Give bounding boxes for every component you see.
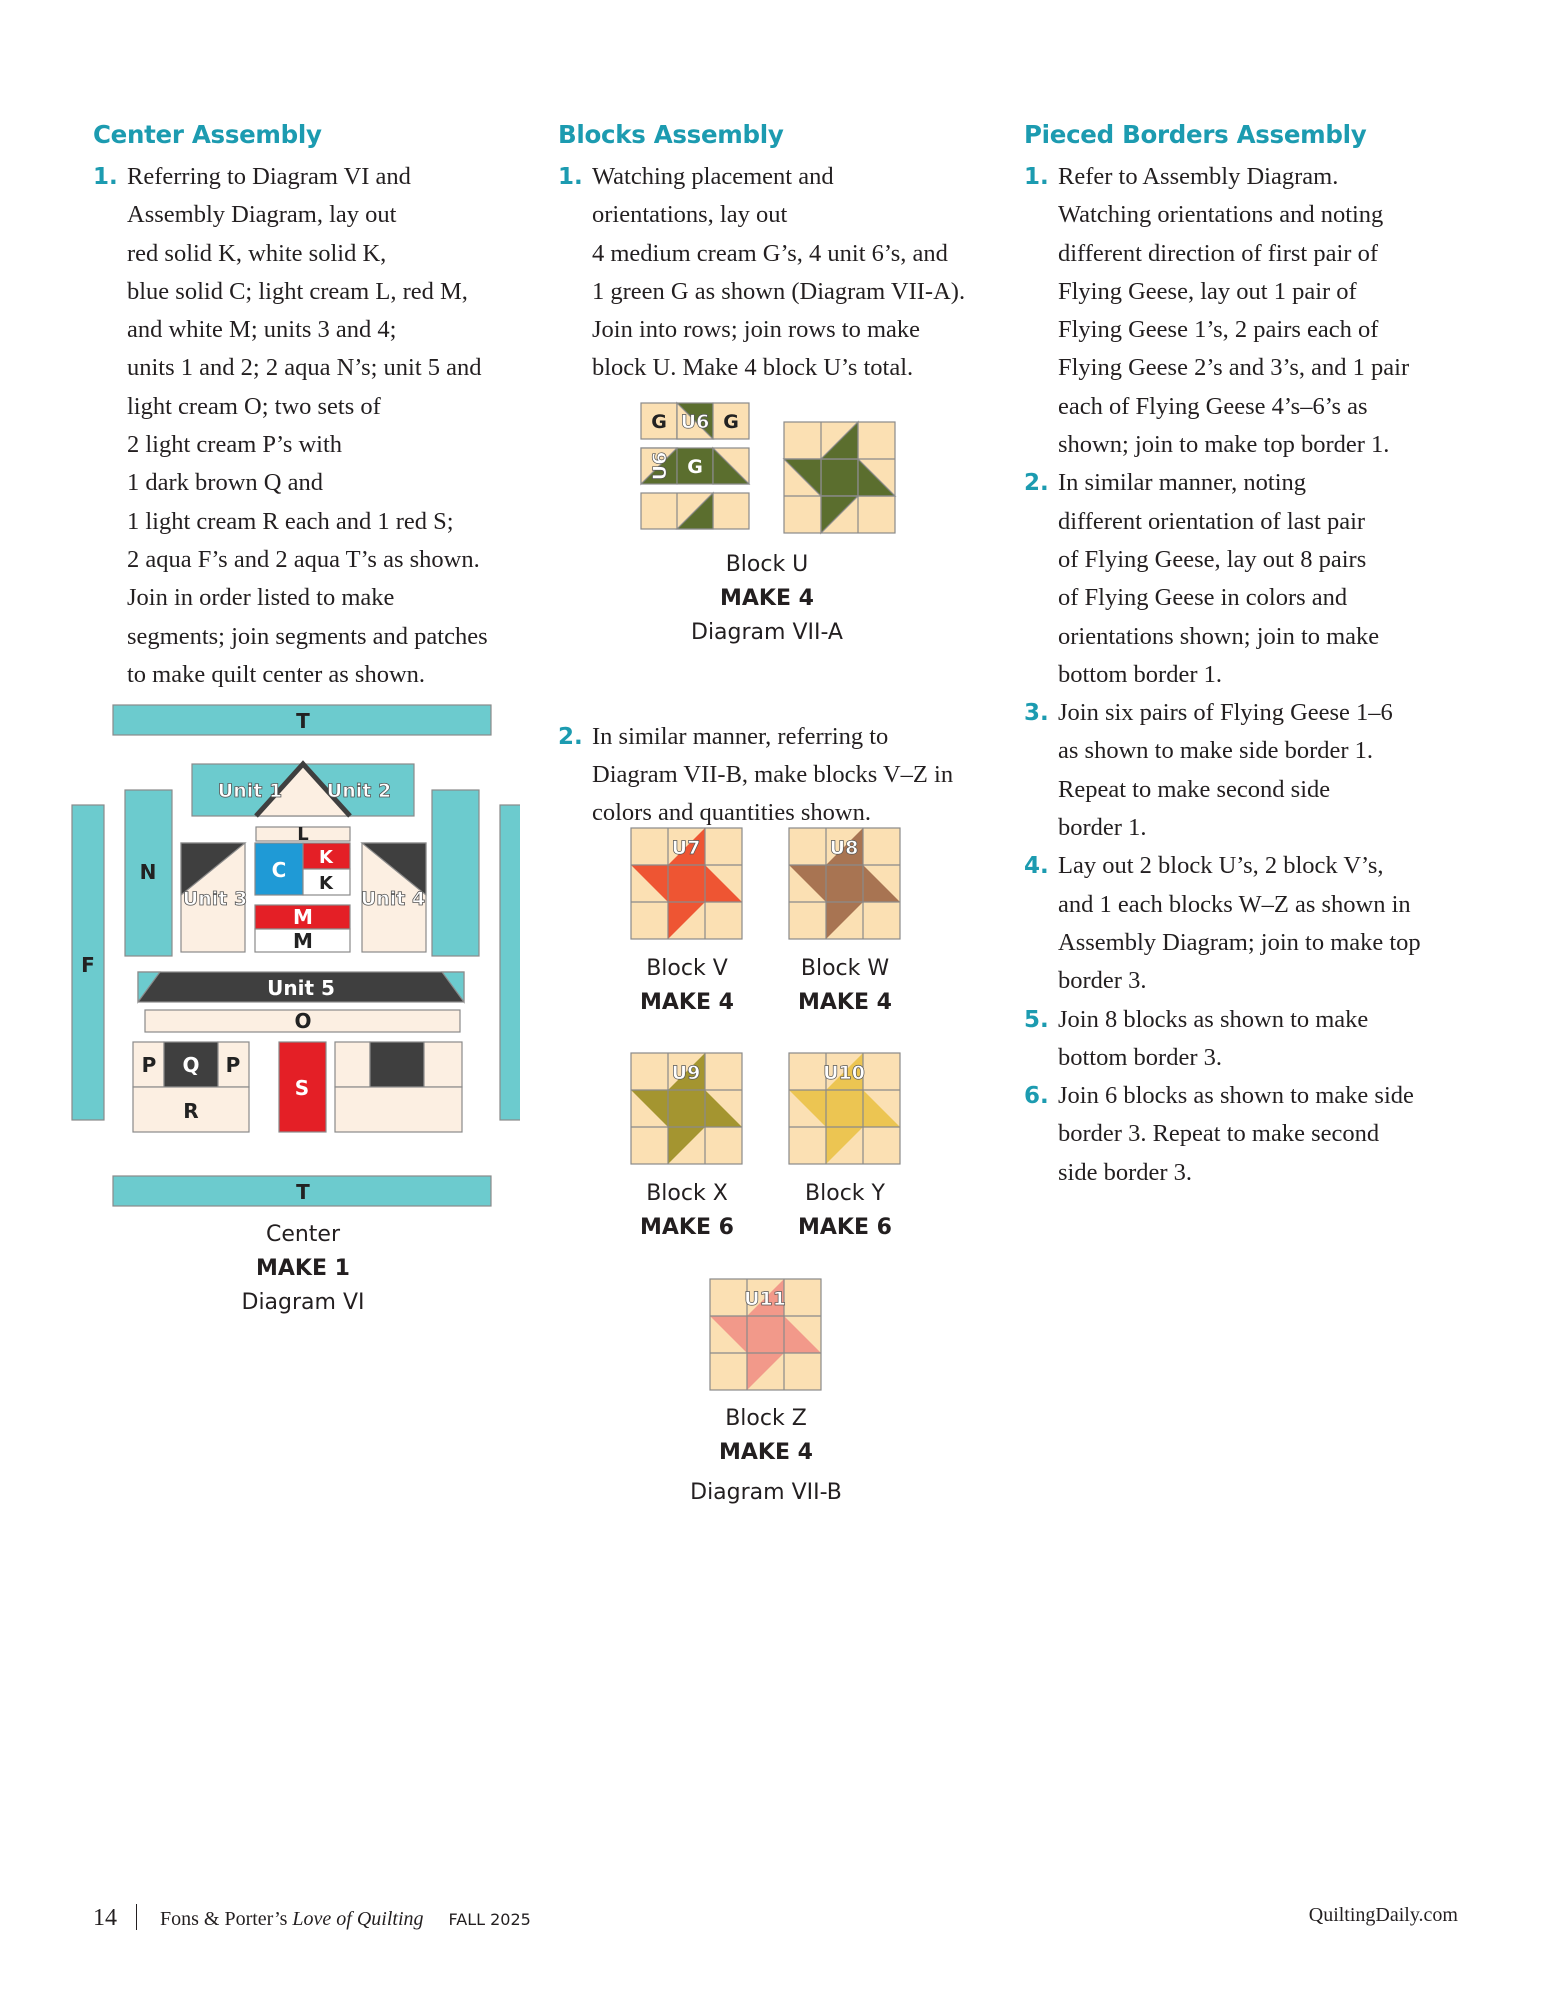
label-Q: Q (182, 1053, 200, 1077)
block-name: Block V (646, 956, 728, 981)
step-line: orientations, lay out (592, 201, 788, 229)
step-line: 1 dark brown Q and (127, 469, 323, 497)
step-line: 2 light cream P’s with (127, 431, 343, 459)
step-line: side border 3. (1058, 1158, 1193, 1186)
step-number: 1. (93, 164, 118, 190)
label-S: S (294, 1076, 310, 1100)
caption-line-diagram: Diagram VI (241, 1290, 365, 1315)
center-assembly-heading: Center Assembly (93, 120, 322, 149)
block-x-caption (637, 1177, 737, 1245)
borders-step-4 (1024, 847, 1484, 1000)
step-line: Watching placement and (592, 163, 834, 190)
step-line: and white M; units 3 and 4; (127, 316, 397, 344)
step-line: orientations shown; join to make (1058, 622, 1380, 650)
block-make: MAKE 4 (640, 990, 734, 1015)
step-line: Assembly Diagram, lay out (127, 201, 397, 229)
diagram-vii-a-caption (667, 548, 867, 650)
block-x-diagram (630, 1052, 744, 1166)
step-line: border 3. (1058, 967, 1147, 995)
caption-line-make: MAKE 4 (720, 586, 814, 611)
diagram-vi-caption (203, 1218, 403, 1320)
step-line: Refer to Assembly Diagram. (1058, 163, 1339, 190)
label-g-2: G (723, 411, 739, 433)
step-line: red solid K, white solid K, (127, 239, 387, 267)
step-line: In similar manner, referring to (592, 722, 889, 750)
step-line: block U. Make 4 block U’s total. (592, 354, 914, 382)
block-w-caption (795, 952, 895, 1020)
block-z-unit-label: U11 (744, 1288, 786, 1310)
label-unit-4: Unit 4 (360, 888, 426, 910)
block-y-diagram (788, 1052, 902, 1166)
block-y-unit-label: U10 (823, 1062, 865, 1084)
caption-line-diagram: Diagram VII-A (691, 620, 843, 645)
borders-assembly-section (1024, 118, 1484, 1192)
step-number: 2. (1024, 470, 1049, 497)
patch-N-right (432, 790, 479, 956)
block-name: Block X (646, 1181, 728, 1206)
step-number: 2. (558, 723, 583, 750)
step-line: as shown to make side border 1. (1058, 737, 1374, 765)
label-P-left: P (141, 1053, 157, 1077)
block-w-diagram (788, 827, 902, 941)
step-line: Join 8 blocks as shown to make (1058, 1005, 1369, 1033)
label-u6-top: U6 (680, 411, 710, 433)
block-name: Block W (800, 956, 890, 981)
label-unit-2: Unit 2 (326, 780, 392, 802)
step-line: Diagram VII-B, make blocks V–Z in (592, 761, 954, 789)
step-line: each of Flying Geese 4’s–6’s as (1058, 392, 1368, 420)
block-y-caption (795, 1177, 895, 1245)
borders-assembly-heading: Pieced Borders Assembly (1024, 120, 1367, 149)
patch-F-right (500, 805, 520, 1120)
label-O: O (294, 1009, 312, 1033)
step-line: bottom border 3. (1058, 1043, 1222, 1071)
diagram-vii-b-caption: Diagram VII-B (690, 1480, 842, 1505)
step-line: In similar manner, noting (1058, 469, 1307, 497)
block-v-diagram (630, 827, 744, 941)
caption-line-block: Block U (725, 552, 809, 577)
step-line: border 1. (1058, 814, 1147, 842)
step-line: Join six pairs of Flying Geese 1–6 (1058, 699, 1393, 727)
borders-step-3 (1024, 694, 1484, 847)
footer (93, 1904, 1458, 1932)
caption-line-center: Center (265, 1222, 341, 1247)
step-number: 5. (1024, 1006, 1049, 1033)
step-line: to make quilt center as shown. (127, 660, 426, 688)
block-v-caption (637, 952, 737, 1020)
label-g-1: G (651, 411, 667, 433)
borders-step-1 (1024, 158, 1484, 464)
label-F: F (81, 953, 95, 977)
step-line: Join in order listed to make (127, 584, 395, 612)
step-line: Watching orientations and noting (1058, 201, 1384, 229)
star-center (821, 459, 858, 496)
block-v-unit-label: U7 (671, 837, 701, 859)
step-line: Flying Geese, lay out 1 pair of (1058, 277, 1357, 305)
caption-line-make: MAKE 1 (256, 1256, 350, 1281)
step-line: bottom border 1. (1058, 660, 1222, 688)
block-w-unit-label: U8 (829, 837, 859, 859)
step-number: 1. (1024, 164, 1049, 190)
site-url: QuiltingDaily.com (1308, 1904, 1458, 1926)
borders-step-5 (1024, 1001, 1484, 1078)
step-number: 1. (558, 164, 583, 190)
mirror-Q (370, 1042, 424, 1087)
step-line: 1 green G as shown (Diagram VII-A). (592, 277, 966, 305)
step-number: 6. (1024, 1083, 1049, 1110)
label-unit-3: Unit 3 (182, 888, 248, 910)
block-make: MAKE 4 (798, 990, 892, 1015)
label-T-top: T (296, 709, 310, 733)
label-unit-5: Unit 5 (267, 976, 335, 1000)
blocks-step-1 (558, 158, 998, 388)
step-line: different orientation of last pair (1058, 507, 1366, 535)
borders-step-2 (1024, 464, 1484, 694)
label-g-green: G (687, 456, 703, 478)
step-line: Flying Geese 1’s, 2 pairs each of (1058, 316, 1379, 344)
step-line: 1 light cream R each and 1 red S; (127, 507, 454, 535)
label-K-white: K (319, 873, 333, 894)
label-T-bottom: T (296, 1180, 310, 1204)
step-line: Referring to Diagram VI and (127, 163, 411, 190)
label-u6-left: U6 (649, 451, 671, 481)
step-line: Join 6 blocks as shown to make side (1058, 1082, 1414, 1110)
step-line: units 1 and 2; 2 aqua N’s; unit 5 and (127, 354, 482, 382)
step-line: Lay out 2 block U’s, 2 block V’s, (1058, 852, 1384, 880)
magazine-name: Fons & Porter’s Love of Quilting (160, 1908, 424, 1930)
step-line: light cream O; two sets of (127, 392, 381, 420)
block-make: MAKE 4 (719, 1440, 813, 1465)
step-line: different direction of first pair of (1058, 239, 1378, 267)
block-u-finished (784, 422, 895, 533)
step-line: Assembly Diagram; join to make top (1058, 928, 1421, 956)
label-K-red: K (319, 847, 333, 868)
step-line: of Flying Geese, lay out 8 pairs (1058, 545, 1367, 573)
step-line: segments; join segments and patches (127, 622, 488, 650)
step-line: of Flying Geese in colors and (1058, 584, 1348, 612)
block-x-unit-label: U9 (671, 1062, 701, 1084)
step-number: 3. (1024, 700, 1049, 727)
mirror-P-left (335, 1042, 370, 1087)
label-unit-1: Unit 1 (217, 780, 283, 802)
step-line: Join into rows; join rows to make (592, 316, 921, 344)
footer-divider (136, 1904, 137, 1930)
step-line: border 3. Repeat to make second (1058, 1120, 1380, 1148)
block-name: Block Z (725, 1406, 807, 1431)
mirror-P-right (424, 1042, 462, 1087)
borders-steps (1024, 158, 1484, 1192)
step-line: and 1 each blocks W–Z as shown in (1058, 890, 1411, 918)
block-z-diagram (709, 1278, 823, 1392)
label-C: C (271, 858, 287, 882)
blocks-step-2 (558, 718, 998, 833)
borders-step-6 (1024, 1077, 1484, 1192)
mirror-R (335, 1087, 462, 1132)
center-assembly-section (93, 118, 533, 694)
label-L: L (297, 824, 309, 845)
label-M-white: M (293, 929, 313, 953)
block-z-caption (716, 1402, 816, 1470)
block-make: MAKE 6 (798, 1215, 892, 1240)
step-line: Flying Geese 2’s and 3’s, and 1 pair (1058, 354, 1410, 382)
step-number: 4. (1024, 853, 1049, 880)
step-line: Repeat to make second side (1058, 775, 1331, 803)
step-line: 4 medium cream G’s, 4 unit 6’s, and (592, 239, 948, 267)
center-steps (93, 158, 533, 694)
center-step-1 (93, 158, 533, 694)
label-M-red: M (293, 905, 313, 929)
step-line: colors and quantities shown. (592, 799, 871, 827)
label-N: N (139, 860, 157, 884)
step-line: 2 aqua F’s and 2 aqua T’s as shown. (127, 545, 480, 573)
block-name: Block Y (805, 1181, 885, 1206)
label-P-right: P (225, 1053, 241, 1077)
step-line: shown; join to make top border 1. (1058, 431, 1390, 459)
diagram-vi-center (60, 700, 520, 1220)
block-make: MAKE 6 (640, 1215, 734, 1240)
label-R: R (183, 1099, 199, 1123)
blocks-assembly-heading: Blocks Assembly (558, 120, 784, 149)
page-number: 14 (93, 1905, 117, 1931)
diagram-vii-a (636, 398, 906, 538)
step-line: blue solid C; light cream L, red M, (127, 277, 468, 305)
issue-label: FALL 2025 (448, 1910, 531, 1929)
